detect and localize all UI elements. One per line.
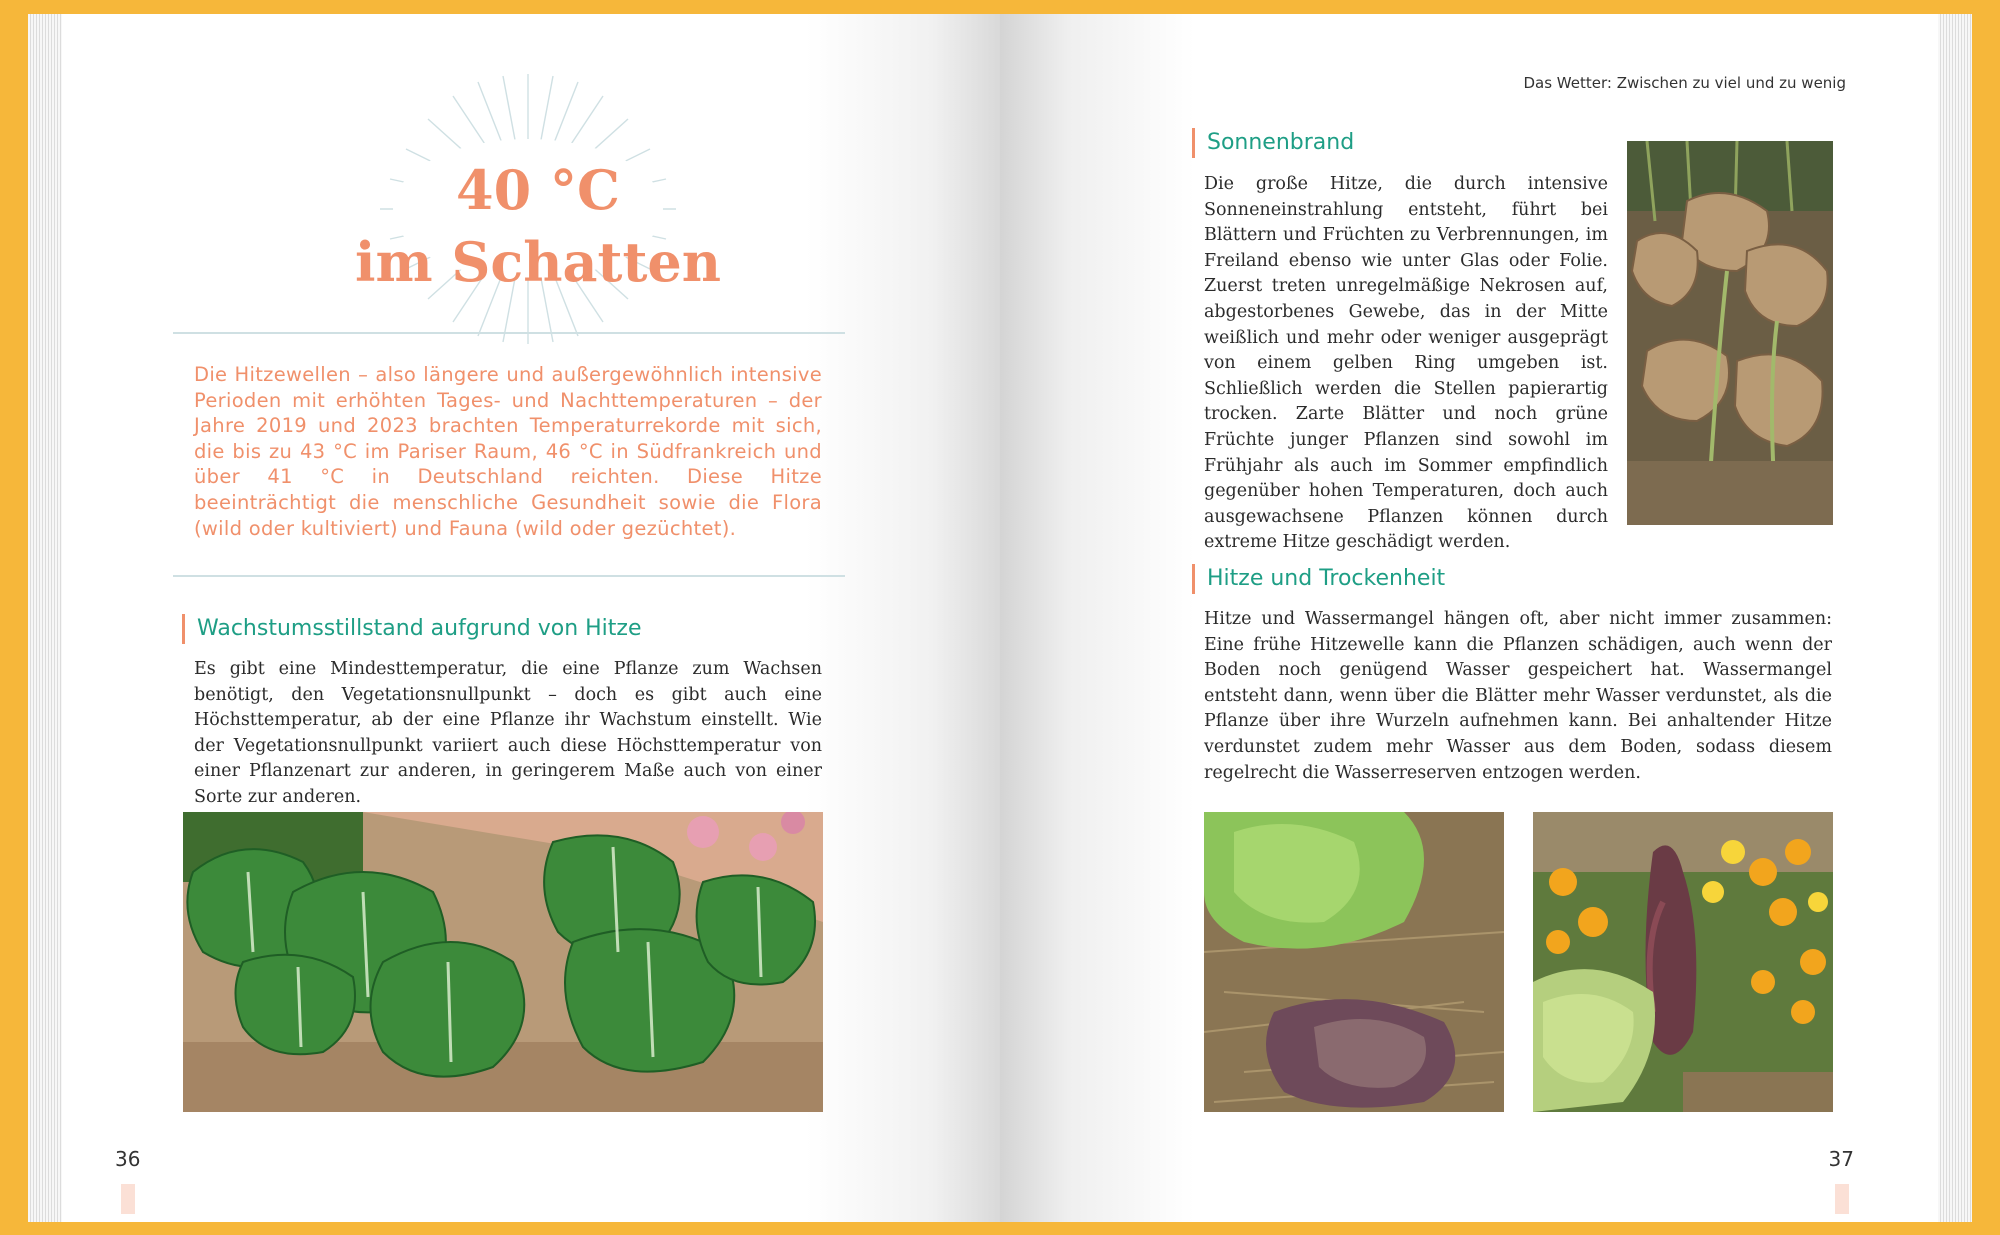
photo-marigolds-lettuce: [1533, 812, 1833, 1112]
page-title: [258, 154, 818, 298]
page-edges-right: [1938, 14, 1972, 1222]
page-number-left: 36: [115, 1147, 141, 1171]
page-edges-left: [28, 14, 62, 1222]
section-body-heat-drought: Hitze und Wassermangel hängen oft, aber nicht immer zusammen: Eine frühe Hitzewelle kann die Pflanzen schädigen, auch wenn der Boden noch genügend Wasser gespeichert hat. Wassermangel entsteht dann, wenn über die Blätter mehr Wasser verdunstet, als die Pflanze über ihre Wurzeln aufnehmen kann. Bei anhaltender Hitze verdunstet zudem mehr Wasser aus dem Boden, sodass diesem regelrecht die Wasserreserven entzogen werden.: [1204, 609, 1832, 783]
intro-paragraph: Die Hitzewellen – also längere und außergewöhnlich intensive Perioden mit erhöhten Tages- und Nachttemperaturen – der Jahre 2019 und 2023 brachten Temperaturrekorde mit sich, die bis zu 43 °C im Pariser Raum, 46 °C in Südfrankreich und über 41 °C in Deutschland reichten. Diese Hitze beeinträchtigt die menschliche Gesundheit sowie die Flora (wild oder kultiviert) und Fauna (wild oder gezüchtet).: [194, 363, 822, 540]
photo-lettuce-mulch: [1204, 812, 1504, 1112]
section-heading-growth: Wachstumsstillstand aufgrund von Hitze: [182, 614, 837, 644]
running-head: Das Wetter: Zwischen zu viel und zu wenig: [1523, 74, 1846, 92]
photo-zucchini-plants: [183, 812, 823, 1112]
title-line-1: 40 °C: [456, 158, 620, 222]
section-heading-heat-drought: Hitze und Trockenheit: [1192, 564, 1827, 594]
section-body-growth: Es gibt eine Mindesttemperatur, die eine Pflanze zum Wachsen benötigt, den Vegetationsnullpunkt – doch es gibt auch eine Höchsttemperatur, ab der eine Pflanze ihr Wachstum einstellt. Wie der Vegetationsnullpunkt variiert auch diese Höchsttemperatur von einer Pflanzenart zur anderen, in geringerem Maße auch von einer Sorte zur anderen.: [194, 659, 822, 807]
left-page: [28, 14, 1000, 1222]
divider-top: [173, 332, 845, 334]
divider-bottom: [173, 575, 845, 577]
right-page: [1000, 14, 1972, 1222]
book-spread: [28, 14, 1972, 1222]
photo-sunburnt-zucchini: [1627, 141, 1833, 525]
title-line-2: im Schatten: [354, 230, 722, 294]
page-tab-left: [121, 1184, 135, 1214]
section-body-sunburn: Die große Hitze, die durch intensive Sonneneinstrahlung entsteht, führt bei Blättern und Früchten zu Verbrennungen, im Freiland ebenso wie unter Glas oder Folie. Zuerst treten unregelmäßige Nekrosen auf, abgestorbenes Gewebe, das in der Mitte weißlich und mehr oder weniger ausgeprägt von einem gelben Ring umgeben ist. Schließlich werden die Stellen papierartig trocken. Zarte Blätter und noch grüne Früchte junger Pflanzen sind sowohl im Frühjahr als auch im Sommer empfindlich gegenüber hohen Temperaturen, doch auch ausgewachsene Pflanzen können durch extreme Hitze geschädigt werden.: [1204, 174, 1608, 553]
page-tab-right: [1835, 1184, 1849, 1214]
section-heading-sunburn: Sonnenbrand: [1192, 128, 1607, 158]
page-number-right: 37: [1828, 1147, 1854, 1171]
